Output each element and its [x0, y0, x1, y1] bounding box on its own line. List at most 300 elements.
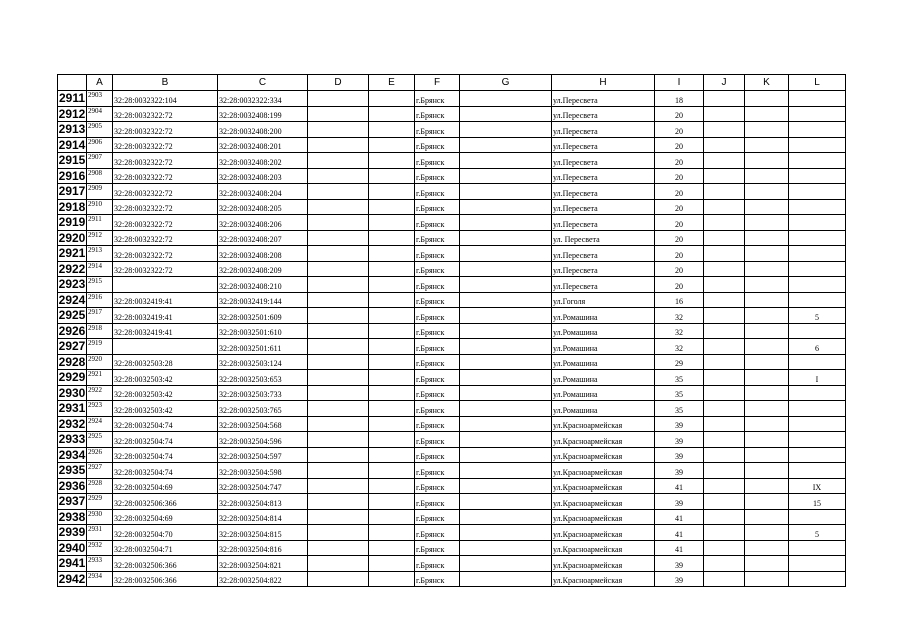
cell-a[interactable]: 2931 — [87, 525, 113, 541]
cell-d[interactable] — [308, 323, 369, 339]
cell-d[interactable] — [308, 277, 369, 293]
cell-k[interactable] — [745, 385, 789, 401]
cell-j[interactable] — [704, 308, 745, 324]
cell-a[interactable]: 2914 — [87, 261, 113, 277]
cell-i[interactable]: 18 — [655, 91, 704, 107]
cell-c[interactable]: 32:28:0032503:765 — [218, 401, 308, 417]
cell-i[interactable]: 39 — [655, 463, 704, 479]
cell-a[interactable]: 2911 — [87, 215, 113, 231]
cell-h[interactable]: ул.Пересвета — [552, 91, 655, 107]
cell-b[interactable]: 32:28:0032504:71 — [113, 540, 218, 556]
cell-g[interactable] — [460, 215, 552, 231]
cell-b[interactable]: 32:28:0032503:42 — [113, 370, 218, 386]
cell-i[interactable]: 32 — [655, 308, 704, 324]
cell-b[interactable]: 32:28:0032322:72 — [113, 199, 218, 215]
cell-f[interactable]: г.Брянск — [415, 354, 460, 370]
cell-c[interactable]: 32:28:0032503:653 — [218, 370, 308, 386]
cell-i[interactable]: 20 — [655, 215, 704, 231]
cell-d[interactable] — [308, 571, 369, 587]
cell-l[interactable] — [789, 292, 846, 308]
cell-j[interactable] — [704, 122, 745, 138]
cell-c[interactable]: 32:28:0032408:202 — [218, 153, 308, 169]
row-number[interactable]: 2915 — [58, 153, 86, 168]
cell-b[interactable]: 32:28:0032322:72 — [113, 168, 218, 184]
cell-l[interactable] — [789, 432, 846, 448]
column-header-c[interactable]: C — [218, 75, 308, 91]
cell-d[interactable] — [308, 122, 369, 138]
cell-h[interactable]: ул.Пересвета — [552, 106, 655, 122]
cell-f[interactable]: г.Брянск — [415, 509, 460, 525]
cell-f[interactable]: г.Брянск — [415, 277, 460, 293]
column-header-g[interactable]: G — [460, 75, 552, 91]
cell-f[interactable]: г.Брянск — [415, 556, 460, 572]
cell-h[interactable]: ул.Пересвета — [552, 137, 655, 153]
cell-g[interactable] — [460, 416, 552, 432]
cell-b[interactable]: 32:28:0032322:72 — [113, 215, 218, 231]
corner-cell[interactable] — [58, 75, 87, 91]
cell-l[interactable]: 6 — [789, 339, 846, 355]
cell-c[interactable]: 32:28:0032408:205 — [218, 199, 308, 215]
row-number[interactable]: 2942 — [58, 571, 86, 586]
cell-g[interactable] — [460, 277, 552, 293]
cell-j[interactable] — [704, 385, 745, 401]
cell-a[interactable]: 2934 — [87, 571, 113, 587]
cell-f[interactable]: г.Брянск — [415, 339, 460, 355]
cell-g[interactable] — [460, 339, 552, 355]
cell-d[interactable] — [308, 168, 369, 184]
cell-j[interactable] — [704, 277, 745, 293]
cell-f[interactable]: г.Брянск — [415, 215, 460, 231]
cell-i[interactable]: 20 — [655, 153, 704, 169]
cell-h[interactable]: ул.Красноармейская — [552, 540, 655, 556]
cell-b[interactable]: 32:28:0032322:72 — [113, 137, 218, 153]
row-number[interactable]: 2919 — [58, 215, 86, 230]
cell-b[interactable]: 32:28:0032504:69 — [113, 509, 218, 525]
cell-c[interactable]: 32:28:0032504:821 — [218, 556, 308, 572]
cell-f[interactable]: г.Брянск — [415, 199, 460, 215]
cell-e[interactable] — [369, 168, 415, 184]
cell-l[interactable] — [789, 199, 846, 215]
cell-g[interactable] — [460, 463, 552, 479]
cell-a[interactable]: 2915 — [87, 277, 113, 293]
row-number[interactable]: 2928 — [58, 354, 86, 369]
cell-c[interactable]: 32:28:0032504:813 — [218, 494, 308, 510]
cell-g[interactable] — [460, 246, 552, 262]
cell-h[interactable]: ул.Ромашина — [552, 323, 655, 339]
cell-k[interactable] — [745, 540, 789, 556]
cell-h[interactable]: ул.Ромашина — [552, 370, 655, 386]
cell-f[interactable]: г.Брянск — [415, 447, 460, 463]
column-header-f[interactable]: F — [415, 75, 460, 91]
cell-i[interactable]: 20 — [655, 106, 704, 122]
cell-c[interactable]: 32:28:0032322:334 — [218, 91, 308, 107]
cell-c[interactable]: 32:28:0032504:568 — [218, 416, 308, 432]
cell-d[interactable] — [308, 308, 369, 324]
cell-d[interactable] — [308, 432, 369, 448]
cell-f[interactable]: г.Брянск — [415, 416, 460, 432]
cell-e[interactable] — [369, 463, 415, 479]
cell-a[interactable]: 2923 — [87, 401, 113, 417]
cell-c[interactable]: 32:28:0032408:200 — [218, 122, 308, 138]
cell-c[interactable]: 32:28:0032501:609 — [218, 308, 308, 324]
cell-j[interactable] — [704, 556, 745, 572]
cell-a[interactable]: 2920 — [87, 354, 113, 370]
cell-c[interactable]: 32:28:0032503:733 — [218, 385, 308, 401]
cell-j[interactable] — [704, 184, 745, 200]
cell-k[interactable] — [745, 401, 789, 417]
cell-e[interactable] — [369, 571, 415, 587]
cell-b[interactable]: 32:28:0032503:28 — [113, 354, 218, 370]
cell-h[interactable]: ул.Ромашина — [552, 401, 655, 417]
cell-g[interactable] — [460, 401, 552, 417]
cell-c[interactable]: 32:28:0032408:201 — [218, 137, 308, 153]
cell-a[interactable]: 2903 — [87, 91, 113, 107]
cell-i[interactable]: 20 — [655, 277, 704, 293]
cell-l[interactable] — [789, 122, 846, 138]
cell-l[interactable] — [789, 91, 846, 107]
cell-b[interactable]: 32:28:0032506:366 — [113, 494, 218, 510]
cell-c[interactable]: 32:28:0032504:598 — [218, 463, 308, 479]
cell-j[interactable] — [704, 292, 745, 308]
cell-e[interactable] — [369, 416, 415, 432]
cell-h[interactable]: ул.Красноармейская — [552, 447, 655, 463]
cell-a[interactable]: 2916 — [87, 292, 113, 308]
row-number[interactable]: 2935 — [58, 463, 86, 478]
cell-l[interactable] — [789, 168, 846, 184]
cell-k[interactable] — [745, 478, 789, 494]
cell-j[interactable] — [704, 478, 745, 494]
cell-c[interactable]: 32:28:0032408:210 — [218, 277, 308, 293]
cell-c[interactable]: 32:28:0032504:814 — [218, 509, 308, 525]
cell-f[interactable]: г.Брянск — [415, 540, 460, 556]
cell-b[interactable]: 32:28:0032503:42 — [113, 401, 218, 417]
cell-d[interactable] — [308, 370, 369, 386]
cell-g[interactable] — [460, 199, 552, 215]
cell-g[interactable] — [460, 447, 552, 463]
cell-b[interactable]: 32:28:0032503:42 — [113, 385, 218, 401]
cell-f[interactable]: г.Брянск — [415, 571, 460, 587]
cell-b[interactable]: 32:28:0032504:74 — [113, 432, 218, 448]
row-number[interactable]: 2920 — [58, 230, 86, 245]
cell-c[interactable]: 32:28:0032504:815 — [218, 525, 308, 541]
cell-l[interactable] — [789, 540, 846, 556]
cell-f[interactable]: г.Брянск — [415, 494, 460, 510]
cell-i[interactable]: 20 — [655, 137, 704, 153]
cell-l[interactable] — [789, 106, 846, 122]
cell-b[interactable]: 32:28:0032504:74 — [113, 463, 218, 479]
cell-i[interactable]: 29 — [655, 354, 704, 370]
cell-f[interactable]: г.Брянск — [415, 370, 460, 386]
cell-a[interactable]: 2921 — [87, 370, 113, 386]
cell-e[interactable] — [369, 339, 415, 355]
cell-d[interactable] — [308, 261, 369, 277]
cell-g[interactable] — [460, 494, 552, 510]
cell-e[interactable] — [369, 91, 415, 107]
cell-a[interactable]: 2922 — [87, 385, 113, 401]
cell-j[interactable] — [704, 215, 745, 231]
cell-e[interactable] — [369, 184, 415, 200]
cell-i[interactable]: 20 — [655, 122, 704, 138]
cell-h[interactable]: ул.Гоголя — [552, 292, 655, 308]
cell-f[interactable]: г.Брянск — [415, 137, 460, 153]
cell-d[interactable] — [308, 215, 369, 231]
cell-i[interactable]: 41 — [655, 478, 704, 494]
cell-b[interactable]: 32:28:0032504:74 — [113, 416, 218, 432]
cell-j[interactable] — [704, 416, 745, 432]
cell-l[interactable] — [789, 137, 846, 153]
cell-e[interactable] — [369, 153, 415, 169]
row-number[interactable]: 2938 — [58, 509, 86, 524]
row-number[interactable]: 2930 — [58, 385, 86, 400]
cell-b[interactable]: 32:28:0032419:41 — [113, 323, 218, 339]
cell-f[interactable]: г.Брянск — [415, 153, 460, 169]
cell-f[interactable]: г.Брянск — [415, 91, 460, 107]
cell-d[interactable] — [308, 230, 369, 246]
cell-h[interactable]: ул.Красноармейская — [552, 432, 655, 448]
column-header-l[interactable]: L — [789, 75, 846, 91]
cell-k[interactable] — [745, 463, 789, 479]
cell-c[interactable]: 32:28:0032408:206 — [218, 215, 308, 231]
cell-c[interactable]: 32:28:0032408:204 — [218, 184, 308, 200]
cell-d[interactable] — [308, 416, 369, 432]
cell-a[interactable]: 2906 — [87, 137, 113, 153]
row-number[interactable]: 2923 — [58, 277, 86, 292]
cell-j[interactable] — [704, 153, 745, 169]
cell-f[interactable]: г.Брянск — [415, 308, 460, 324]
cell-f[interactable]: г.Брянск — [415, 463, 460, 479]
cell-k[interactable] — [745, 122, 789, 138]
cell-l[interactable] — [789, 556, 846, 572]
cell-a[interactable]: 2917 — [87, 308, 113, 324]
cell-l[interactable] — [789, 215, 846, 231]
cell-l[interactable]: 5 — [789, 525, 846, 541]
cell-e[interactable] — [369, 540, 415, 556]
cell-j[interactable] — [704, 401, 745, 417]
cell-f[interactable]: г.Брянск — [415, 122, 460, 138]
cell-c[interactable]: 32:28:0032408:203 — [218, 168, 308, 184]
cell-e[interactable] — [369, 447, 415, 463]
cell-h[interactable]: ул.Ромашина — [552, 385, 655, 401]
cell-g[interactable] — [460, 556, 552, 572]
cell-k[interactable] — [745, 199, 789, 215]
cell-l[interactable] — [789, 277, 846, 293]
row-number[interactable]: 2914 — [58, 137, 86, 152]
cell-f[interactable]: г.Брянск — [415, 401, 460, 417]
cell-e[interactable] — [369, 385, 415, 401]
column-header-i[interactable]: I — [655, 75, 704, 91]
cell-k[interactable] — [745, 339, 789, 355]
cell-e[interactable] — [369, 401, 415, 417]
cell-g[interactable] — [460, 509, 552, 525]
cell-i[interactable]: 35 — [655, 370, 704, 386]
cell-a[interactable]: 2927 — [87, 463, 113, 479]
cell-j[interactable] — [704, 91, 745, 107]
cell-e[interactable] — [369, 137, 415, 153]
cell-g[interactable] — [460, 292, 552, 308]
cell-i[interactable]: 41 — [655, 540, 704, 556]
cell-e[interactable] — [369, 122, 415, 138]
cell-a[interactable]: 2924 — [87, 416, 113, 432]
cell-c[interactable]: 32:28:0032504:816 — [218, 540, 308, 556]
column-header-h[interactable]: H — [552, 75, 655, 91]
cell-i[interactable]: 20 — [655, 199, 704, 215]
cell-e[interactable] — [369, 323, 415, 339]
cell-d[interactable] — [308, 540, 369, 556]
cell-d[interactable] — [308, 137, 369, 153]
cell-h[interactable]: ул.Красноармейская — [552, 525, 655, 541]
cell-g[interactable] — [460, 370, 552, 386]
cell-e[interactable] — [369, 494, 415, 510]
cell-h[interactable]: ул.Ромашина — [552, 354, 655, 370]
cell-e[interactable] — [369, 478, 415, 494]
cell-a[interactable]: 2905 — [87, 122, 113, 138]
cell-d[interactable] — [308, 91, 369, 107]
cell-k[interactable] — [745, 292, 789, 308]
cell-b[interactable]: 32:28:0032504:69 — [113, 478, 218, 494]
cell-i[interactable]: 39 — [655, 571, 704, 587]
cell-d[interactable] — [308, 292, 369, 308]
cell-b[interactable]: 32:28:0032419:41 — [113, 308, 218, 324]
cell-c[interactable]: 32:28:0032503:124 — [218, 354, 308, 370]
cell-g[interactable] — [460, 153, 552, 169]
cell-k[interactable] — [745, 215, 789, 231]
cell-a[interactable]: 2904 — [87, 106, 113, 122]
cell-h[interactable]: ул.Красноармейская — [552, 478, 655, 494]
cell-g[interactable] — [460, 540, 552, 556]
cell-j[interactable] — [704, 168, 745, 184]
cell-k[interactable] — [745, 153, 789, 169]
cell-f[interactable]: г.Брянск — [415, 106, 460, 122]
cell-b[interactable]: 32:28:0032322:72 — [113, 106, 218, 122]
cell-k[interactable] — [745, 246, 789, 262]
cell-i[interactable]: 16 — [655, 292, 704, 308]
cell-e[interactable] — [369, 509, 415, 525]
cell-a[interactable]: 2926 — [87, 447, 113, 463]
cell-f[interactable]: г.Брянск — [415, 525, 460, 541]
cell-k[interactable] — [745, 571, 789, 587]
cell-h[interactable]: ул.Ромашина — [552, 339, 655, 355]
cell-a[interactable]: 2919 — [87, 339, 113, 355]
row-number[interactable]: 2921 — [58, 246, 86, 261]
cell-g[interactable] — [460, 385, 552, 401]
cell-a[interactable]: 2910 — [87, 199, 113, 215]
row-number[interactable]: 2922 — [58, 261, 86, 276]
cell-i[interactable]: 20 — [655, 246, 704, 262]
cell-i[interactable]: 35 — [655, 385, 704, 401]
cell-i[interactable]: 20 — [655, 184, 704, 200]
cell-h[interactable]: ул.Красноармейская — [552, 556, 655, 572]
cell-l[interactable] — [789, 230, 846, 246]
cell-j[interactable] — [704, 199, 745, 215]
cell-g[interactable] — [460, 106, 552, 122]
cell-h[interactable]: ул.Пересвета — [552, 122, 655, 138]
cell-j[interactable] — [704, 571, 745, 587]
cell-d[interactable] — [308, 478, 369, 494]
cell-b[interactable] — [113, 277, 218, 293]
cell-h[interactable]: ул.Пересвета — [552, 261, 655, 277]
cell-d[interactable] — [308, 246, 369, 262]
cell-k[interactable] — [745, 106, 789, 122]
row-number[interactable]: 2912 — [58, 106, 86, 121]
cell-l[interactable]: 5 — [789, 308, 846, 324]
cell-e[interactable] — [369, 106, 415, 122]
row-number[interactable]: 2916 — [58, 168, 86, 183]
row-number[interactable]: 2917 — [58, 184, 86, 199]
cell-h[interactable]: ул.Красноармейская — [552, 571, 655, 587]
row-number[interactable]: 2918 — [58, 199, 86, 214]
cell-e[interactable] — [369, 199, 415, 215]
cell-l[interactable] — [789, 261, 846, 277]
cell-g[interactable] — [460, 571, 552, 587]
cell-l[interactable] — [789, 463, 846, 479]
cell-l[interactable] — [789, 385, 846, 401]
row-number[interactable]: 2931 — [58, 401, 86, 416]
cell-b[interactable]: 32:28:0032322:72 — [113, 153, 218, 169]
cell-k[interactable] — [745, 556, 789, 572]
row-number[interactable]: 2940 — [58, 540, 86, 555]
cell-h[interactable]: ул.Красноармейская — [552, 509, 655, 525]
cell-j[interactable] — [704, 261, 745, 277]
cell-d[interactable] — [308, 556, 369, 572]
cell-a[interactable]: 2932 — [87, 540, 113, 556]
column-header-k[interactable]: K — [745, 75, 789, 91]
row-number[interactable]: 2941 — [58, 556, 86, 571]
row-number[interactable]: 2927 — [58, 339, 86, 354]
cell-d[interactable] — [308, 494, 369, 510]
cell-j[interactable] — [704, 230, 745, 246]
cell-e[interactable] — [369, 277, 415, 293]
cell-c[interactable]: 32:28:0032408:207 — [218, 230, 308, 246]
cell-l[interactable]: 15 — [789, 494, 846, 510]
cell-k[interactable] — [745, 447, 789, 463]
cell-i[interactable]: 32 — [655, 323, 704, 339]
cell-i[interactable]: 32 — [655, 339, 704, 355]
cell-b[interactable]: 32:28:0032506:366 — [113, 571, 218, 587]
cell-e[interactable] — [369, 354, 415, 370]
cell-i[interactable]: 35 — [655, 401, 704, 417]
cell-l[interactable] — [789, 447, 846, 463]
cell-a[interactable]: 2925 — [87, 432, 113, 448]
cell-h[interactable]: ул.Красноармейская — [552, 416, 655, 432]
cell-h[interactable]: ул.Пересвета — [552, 184, 655, 200]
column-header-j[interactable]: J — [704, 75, 745, 91]
cell-j[interactable] — [704, 323, 745, 339]
cell-l[interactable] — [789, 416, 846, 432]
cell-i[interactable]: 20 — [655, 261, 704, 277]
cell-g[interactable] — [460, 478, 552, 494]
cell-a[interactable]: 2933 — [87, 556, 113, 572]
cell-g[interactable] — [460, 261, 552, 277]
cell-b[interactable]: 32:28:0032322:72 — [113, 184, 218, 200]
cell-a[interactable]: 2928 — [87, 478, 113, 494]
cell-a[interactable]: 2908 — [87, 168, 113, 184]
cell-k[interactable] — [745, 184, 789, 200]
cell-b[interactable]: 32:28:0032419:41 — [113, 292, 218, 308]
cell-i[interactable]: 20 — [655, 230, 704, 246]
cell-d[interactable] — [308, 401, 369, 417]
cell-j[interactable] — [704, 447, 745, 463]
cell-i[interactable]: 20 — [655, 168, 704, 184]
cell-b[interactable]: 32:28:0032322:72 — [113, 261, 218, 277]
cell-h[interactable]: ул.Пересвета — [552, 246, 655, 262]
cell-l[interactable]: IX — [789, 478, 846, 494]
cell-b[interactable]: 32:28:0032322:72 — [113, 122, 218, 138]
cell-f[interactable]: г.Брянск — [415, 292, 460, 308]
row-number[interactable]: 2926 — [58, 323, 86, 338]
cell-g[interactable] — [460, 122, 552, 138]
cell-j[interactable] — [704, 525, 745, 541]
column-header-a[interactable]: A — [87, 75, 113, 91]
